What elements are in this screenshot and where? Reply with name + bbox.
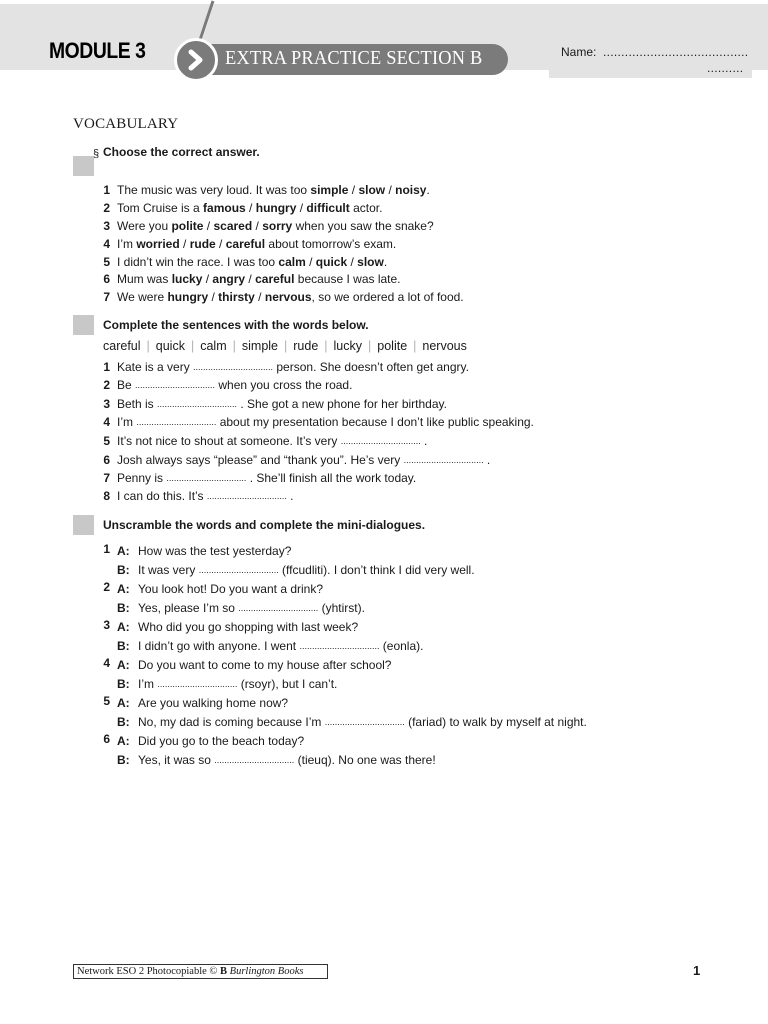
- sentence-text: about my presentation because I don’t like public speaking.: [216, 415, 534, 429]
- dialogue-number: 1: [103, 542, 110, 556]
- answer-blank: ................................: [214, 755, 295, 765]
- speaker-a-label: A:: [117, 620, 130, 634]
- dialogue-line-a: [117, 620, 358, 634]
- dialogue-text: Are you walking home now?: [138, 696, 289, 710]
- vocabulary-heading: VOCABULARY: [73, 116, 179, 132]
- sentence-text: /: [347, 255, 358, 269]
- answer-option: slow: [358, 183, 386, 197]
- exercise-3-instruction: Unscramble the words and complete the mini-dialogues.: [103, 518, 426, 532]
- dialogue-line-a: [117, 582, 323, 596]
- exercise-2-item: [117, 434, 427, 448]
- answer-option: simple: [310, 183, 349, 197]
- speaker-b-label: B:: [117, 563, 130, 577]
- dialogue-text: Did you go to the beach today?: [138, 734, 305, 748]
- sentence-text: /: [252, 219, 263, 233]
- item-number: 3: [103, 397, 110, 411]
- footer-copyright: [73, 964, 328, 979]
- sentence-text: when you cross the road.: [215, 378, 353, 392]
- sentence-text: /: [254, 290, 265, 304]
- exercise-1-item: [117, 255, 387, 269]
- word-separator: |: [324, 339, 328, 353]
- word-separator: |: [413, 339, 417, 353]
- answer-blank: ................................: [166, 473, 247, 483]
- sentence-text: .: [426, 183, 430, 197]
- item-number: 4: [103, 415, 110, 429]
- item-number: 5: [103, 434, 110, 448]
- dialogue-text: I didn’t go with anyone. I went: [138, 639, 300, 653]
- word-separator: |: [146, 339, 150, 353]
- answer-option: famous: [203, 201, 246, 215]
- item-number: 5: [103, 255, 110, 269]
- word-separator: |: [368, 339, 372, 353]
- speaker-b-label: B:: [117, 677, 130, 691]
- sentence-text: /: [203, 219, 214, 233]
- sentence-text: /: [179, 237, 190, 251]
- publisher-logo-mark: B: [220, 966, 228, 977]
- sentence-text: Beth is: [117, 397, 158, 411]
- exercise-2-item: [117, 471, 416, 485]
- answer-option: hungry: [255, 201, 297, 215]
- sentence-text: Tom Cruise is a: [117, 201, 204, 215]
- exercise-2-item: [117, 453, 490, 467]
- answer-option: hungry: [167, 290, 209, 304]
- sentence-text: /: [348, 183, 359, 197]
- answer-option: careful: [225, 237, 266, 251]
- dialogue-text: I’m: [138, 677, 158, 691]
- module-title: MODULE 3: [49, 38, 146, 63]
- sentence-text: when you saw the snake?: [292, 219, 434, 233]
- speaker-a-label: A:: [117, 734, 130, 748]
- exercise-2-item: [117, 360, 469, 374]
- dialogue-line-a: [117, 658, 391, 672]
- sentence-text: Were you: [117, 219, 172, 233]
- name-dotted-line-continued: ..........: [707, 61, 744, 75]
- dialogue-number: 4: [103, 656, 110, 670]
- section-title: EXTRA PRACTICE SECTION B: [225, 47, 483, 69]
- item-number: 6: [103, 453, 110, 467]
- answer-option: difficult: [306, 201, 350, 215]
- exercise-3-box: [73, 515, 94, 535]
- item-number: 7: [103, 290, 110, 304]
- answer-option: sorry: [262, 219, 293, 233]
- item-number: 1: [103, 183, 110, 197]
- sentence-text: .: [483, 453, 491, 467]
- speaker-b-label: B:: [117, 601, 130, 615]
- item-number: 3: [103, 219, 110, 233]
- dialogue-text: Yes, it was so: [138, 753, 215, 767]
- speaker-b-label: B:: [117, 639, 130, 653]
- dialogue-line-b: [117, 601, 365, 615]
- sentence-text: I can do this. It’s: [117, 489, 207, 503]
- sentence-text: Be: [117, 378, 136, 392]
- exercise-1-item: [117, 272, 401, 286]
- word-bank-item: calm: [200, 339, 227, 353]
- speaker-b-label: B:: [117, 753, 130, 767]
- sentence-text: actor.: [349, 201, 383, 215]
- speaker-a-label: A:: [117, 544, 130, 558]
- copyright-text: Network ESO 2 Photocopiable ©: [77, 966, 221, 977]
- item-number: 6: [103, 272, 110, 286]
- chevron-badge: [174, 38, 218, 82]
- dialogue-number: 5: [103, 694, 110, 708]
- page-number: 1: [693, 963, 701, 978]
- dialogue-line-a: [117, 696, 288, 710]
- sentence-text: .: [286, 489, 294, 503]
- dialogue-line-a: [117, 544, 291, 558]
- exercise-1-marker: §: [93, 148, 100, 160]
- name-dotted-line: ........................................: [603, 45, 749, 59]
- answer-blank: ................................: [198, 565, 279, 575]
- dialogue-text: You look hot! Do you want a drink?: [138, 582, 324, 596]
- answer-option: worried: [136, 237, 180, 251]
- word-bank-item: simple: [241, 339, 278, 353]
- answer-option: lucky: [171, 272, 203, 286]
- sentence-text: We were: [117, 290, 168, 304]
- word-bank-item: polite: [377, 339, 408, 353]
- answer-blank: ................................: [324, 717, 405, 727]
- sentence-text: Josh always says “please” and “thank you”. He’s very: [117, 453, 404, 467]
- answer-blank: ................................: [206, 491, 287, 501]
- sentence-text: /: [245, 272, 256, 286]
- word-separator: |: [284, 339, 288, 353]
- dialogue-text: (rsoyr), but I can’t.: [237, 677, 338, 691]
- sentence-text: I didn’t win the race. I was too: [117, 255, 279, 269]
- sentence-text: .: [420, 434, 428, 448]
- speaker-b-label: B:: [117, 715, 130, 729]
- dialogue-text: No, my dad is coming because I’m: [138, 715, 325, 729]
- publisher-name: Burlington Books: [229, 966, 304, 977]
- dialogue-number: 2: [103, 580, 110, 594]
- sentence-text: .: [383, 255, 388, 269]
- exercise-1-item: [117, 201, 382, 215]
- dialogue-text: (ffcudliti). I don’t think I did very well.: [278, 563, 475, 577]
- dialogue-text: Yes, please I’m so: [138, 601, 239, 615]
- word-bank-item: rude: [293, 339, 319, 353]
- dialogue-line-b: [117, 753, 436, 767]
- exercise-1-box: [73, 156, 94, 176]
- dialogue-line-b: [117, 715, 587, 729]
- dialogue-line-b: [117, 639, 423, 653]
- answer-blank: ................................: [157, 399, 238, 409]
- sentence-text: Penny is: [117, 471, 167, 485]
- answer-blank: ................................: [403, 455, 484, 465]
- word-separator: |: [232, 339, 236, 353]
- exercise-1-item: [117, 237, 396, 251]
- exercise-2-item: [117, 397, 447, 411]
- word-bank-item: quick: [155, 339, 185, 353]
- dialogue-text: How was the test yesterday?: [138, 544, 292, 558]
- dialogue-number: 6: [103, 732, 110, 746]
- sentence-text: Kate is a very: [117, 360, 194, 374]
- exercise-1-item: [117, 290, 464, 304]
- sentence-text: person. She doesn’t often get angry.: [273, 360, 469, 374]
- dialogue-number: 3: [103, 618, 110, 632]
- name-label: Name:: [561, 45, 597, 59]
- answer-option: angry: [212, 272, 246, 286]
- dialogue-text: (yhtirst).: [318, 601, 365, 615]
- word-separator: |: [190, 339, 195, 353]
- sentence-text: /: [385, 183, 396, 197]
- sentence-text: /: [208, 290, 219, 304]
- sentence-text: about tomorrow’s exam.: [265, 237, 397, 251]
- answer-option: noisy: [395, 183, 427, 197]
- dialogue-text: (tieuq). No one was there!: [294, 753, 436, 767]
- dialogue-text: Do you want to come to my house after school?: [138, 658, 392, 672]
- speaker-a-label: A:: [117, 696, 130, 710]
- speaker-a-label: A:: [117, 658, 130, 672]
- word-bank-item: careful: [103, 339, 141, 353]
- answer-blank: ................................: [135, 380, 216, 390]
- answer-option: polite: [171, 219, 204, 233]
- sentence-text: The music was very loud. It was too: [117, 183, 311, 197]
- item-number: 4: [103, 237, 110, 251]
- answer-blank: ................................: [299, 641, 380, 651]
- answer-option: thirsty: [218, 290, 255, 304]
- answer-option: nervous: [264, 290, 312, 304]
- speaker-a-label: A:: [117, 582, 130, 596]
- answer-blank: ................................: [136, 417, 217, 427]
- dialogue-line-b: [117, 677, 337, 691]
- dialogue-text: (eonla).: [379, 639, 424, 653]
- exercise-2-item: [117, 489, 294, 503]
- sentence-text: I’m: [117, 237, 137, 251]
- answer-option: calm: [278, 255, 306, 269]
- sentence-text: . She’ll finish all the work today.: [246, 471, 417, 485]
- item-number: 8: [103, 489, 110, 503]
- sentence-text: because I was late.: [294, 272, 401, 286]
- answer-blank: ................................: [238, 603, 319, 613]
- exercise-2-item: [117, 415, 534, 429]
- exercise-1-instruction: Choose the correct answer.: [103, 145, 260, 159]
- exercise-2-instruction: Complete the sentences with the words below.: [103, 318, 369, 332]
- sentence-text: It’s not nice to shout at someone. It’s very: [117, 434, 341, 448]
- answer-option: scared: [213, 219, 253, 233]
- sentence-text: /: [215, 237, 226, 251]
- item-number: 7: [103, 471, 110, 485]
- sentence-text: /: [202, 272, 213, 286]
- dialogue-text: Who did you go shopping with last week?: [138, 620, 359, 634]
- answer-blank: ................................: [340, 436, 421, 446]
- sentence-text: . She got a new phone for her birthday.: [237, 397, 447, 411]
- answer-option: quick: [315, 255, 348, 269]
- sentence-text: /: [245, 201, 256, 215]
- sentence-text: /: [305, 255, 316, 269]
- sentence-text: Mum was: [117, 272, 172, 286]
- answer-option: rude: [189, 237, 216, 251]
- answer-blank: ................................: [157, 679, 238, 689]
- exercise-1-item: [117, 219, 434, 233]
- chevron-right-icon: [186, 49, 206, 71]
- item-number: 2: [103, 378, 110, 392]
- exercise-2-item: [117, 378, 352, 392]
- word-bank-item: nervous: [422, 339, 467, 353]
- answer-option: careful: [255, 272, 295, 286]
- dialogue-text: It was very: [138, 563, 199, 577]
- sentence-text: I’m: [117, 415, 137, 429]
- word-bank-item: lucky: [333, 339, 363, 353]
- item-number: 2: [103, 201, 110, 215]
- sentence-text: /: [296, 201, 307, 215]
- answer-blank: ................................: [193, 362, 274, 372]
- dialogue-line-a: [117, 734, 304, 748]
- sentence-text: , so we ordered a lot of food.: [311, 290, 464, 304]
- exercise-2-box: [73, 315, 94, 335]
- answer-option: slow: [357, 255, 384, 269]
- exercise-1-item: [117, 183, 430, 197]
- dialogue-text: (fariad) to walk by myself at night.: [404, 715, 587, 729]
- dialogue-line-b: [117, 563, 475, 577]
- item-number: 1: [103, 360, 110, 374]
- word-bank: [103, 339, 467, 353]
